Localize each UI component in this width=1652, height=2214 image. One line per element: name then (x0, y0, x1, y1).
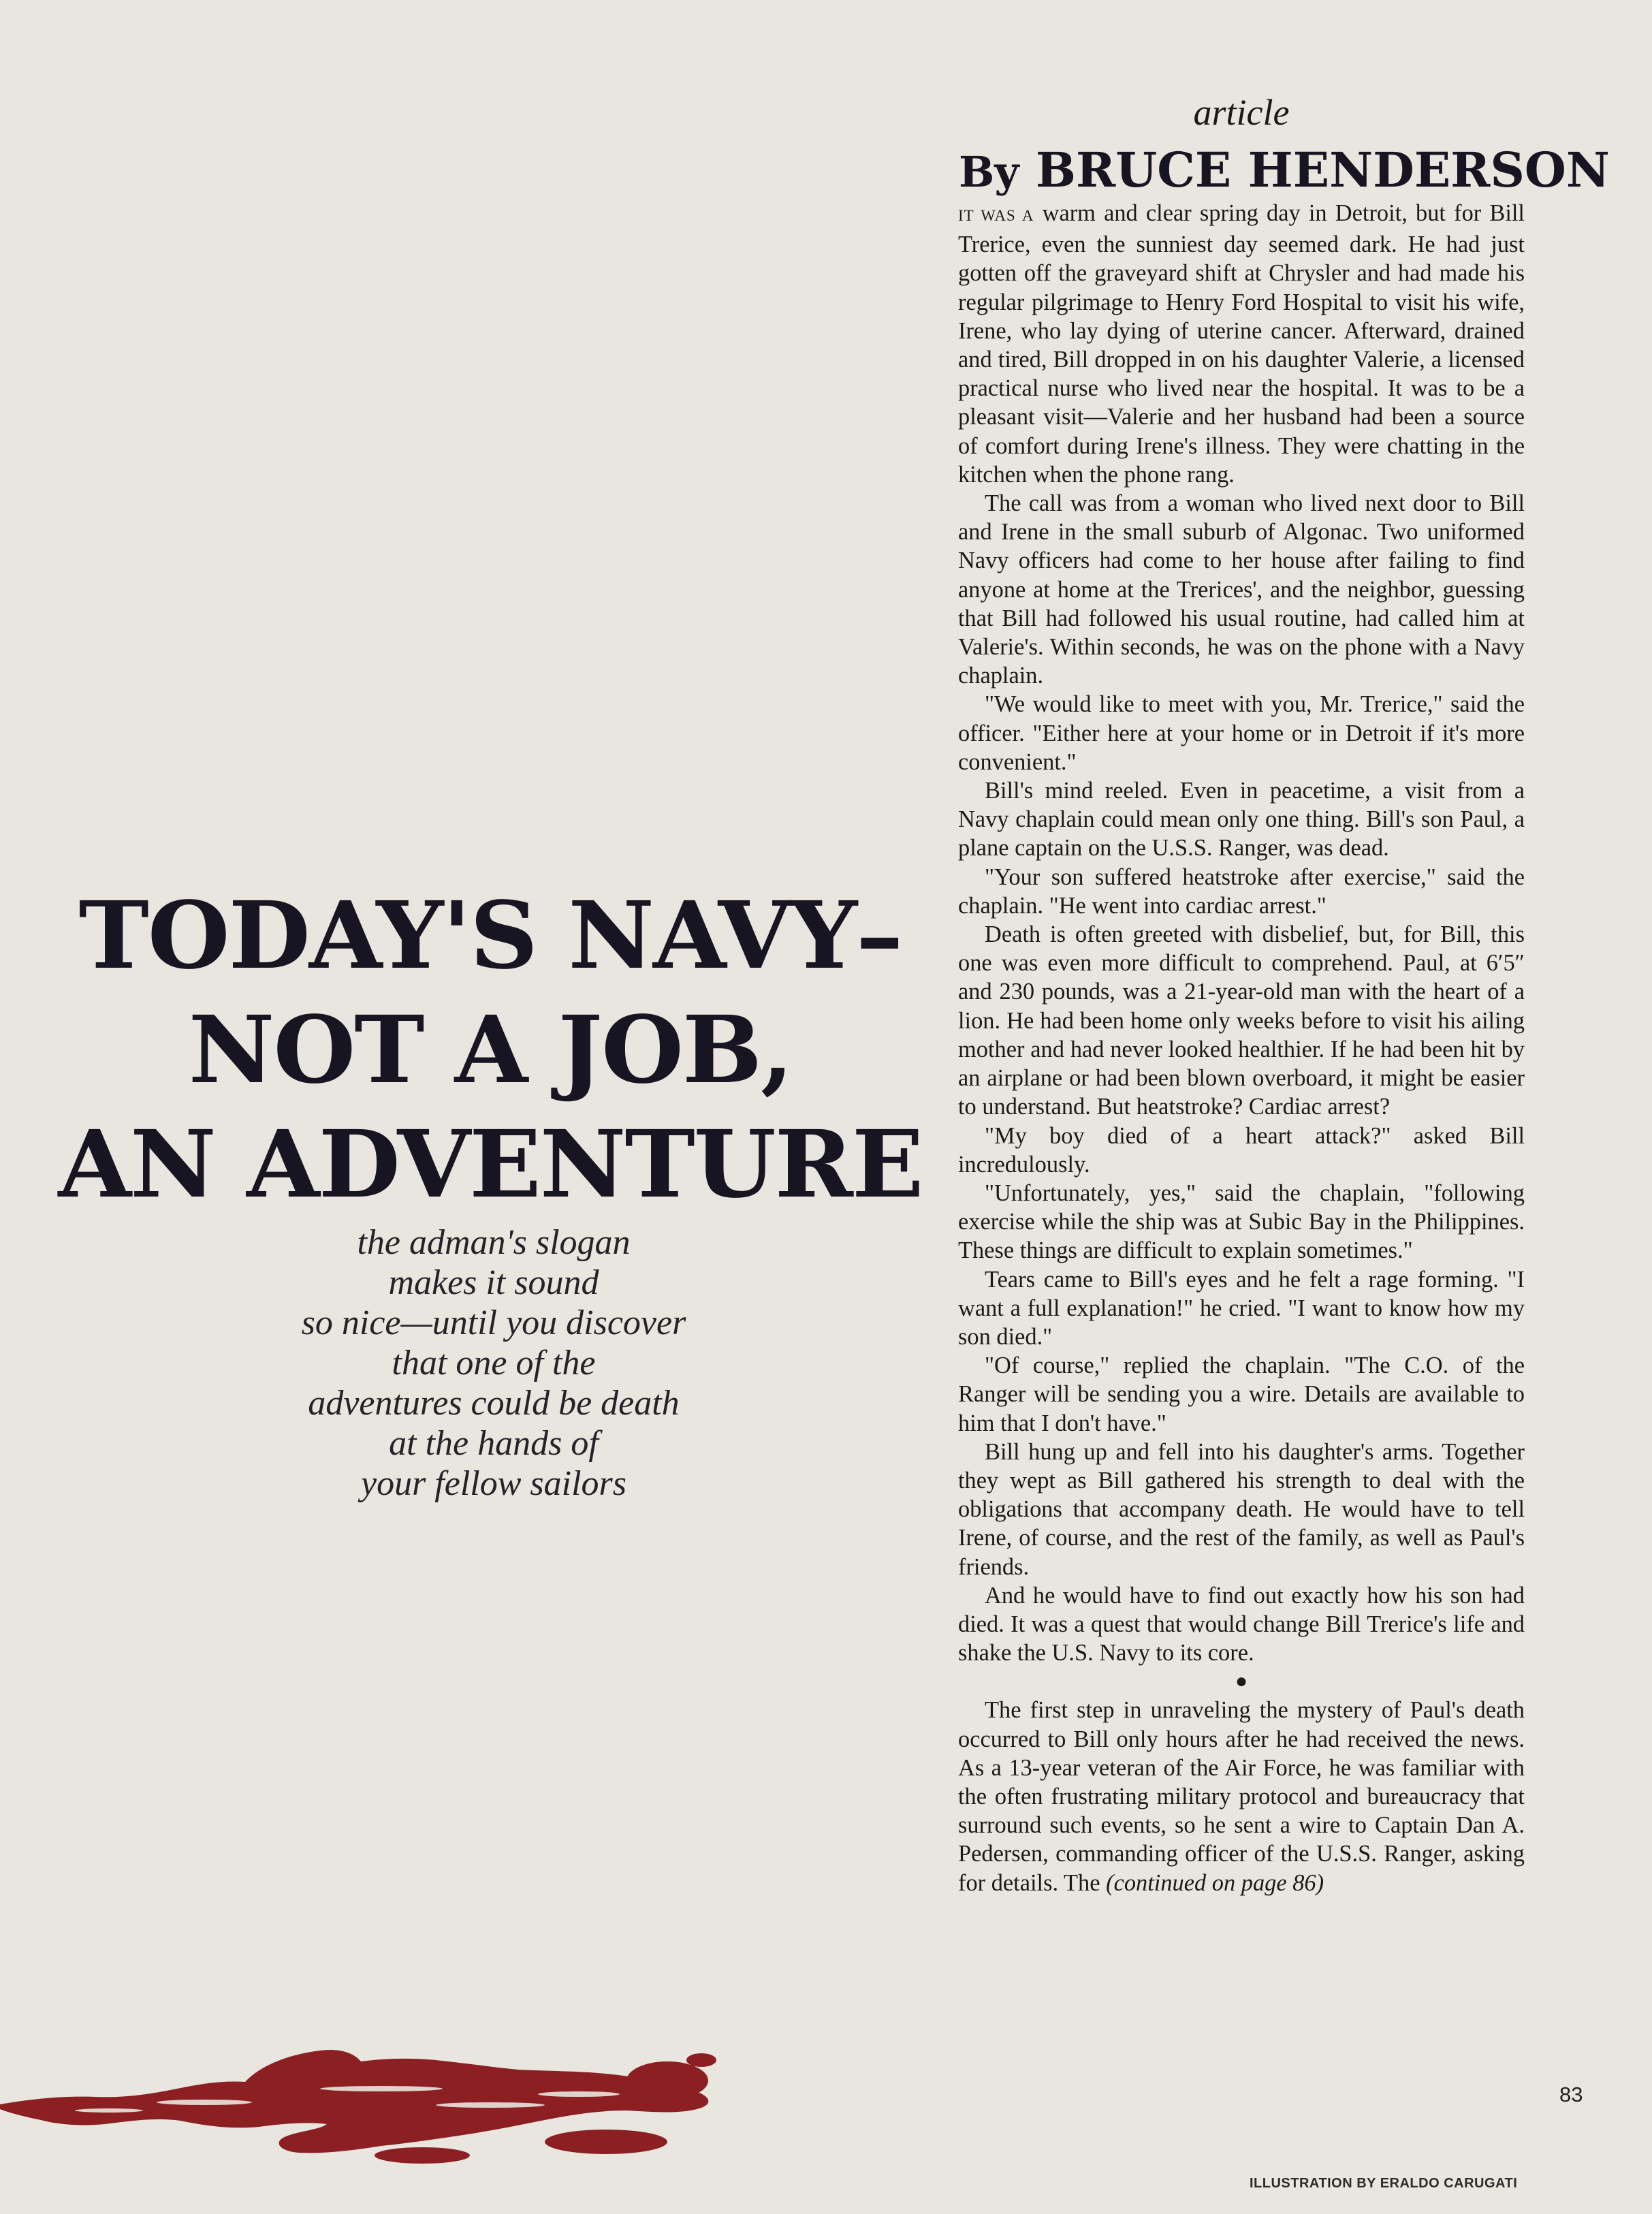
deck-line: your fellow sailors (360, 1464, 627, 1503)
article-paragraph: And he would have to find out exactly how his son had died. It was a quest that would change Bill Trerice's life and shake the U.S. Navy to its core. (958, 1582, 1525, 1666)
article-paragraph: Bill's mind reeled. Even in peacetime, a visit from a Navy chaplain could mean only one thing. Bill's son Paul, a plane captain on the U.S.S. Ranger, was dead. (958, 778, 1525, 861)
headline-line: NOT A JOB, (188, 996, 793, 1105)
article-paragraph (958, 1696, 1525, 1897)
deck-line: that one of the (392, 1344, 596, 1382)
paragraph-text: warm and clear spring day in Detroit, but for Bill Trerice, even the sunniest day seemed dark. He had just gotten off the graveyard shift at Chrysler and had made his regular pilgrimage to Henry Ford Hospital to visit his wife, Irene, who lay dying of uterine cancer. Afterward, drained and tired, Bill dropped in on his daughter Valerie, a licensed practical nurse who lived near the hospital. It was to be a pleasant visit—Valerie and her husband had been a source of comfort during Irene's illness. They were chatting in the kitchen when the phone rang. (958, 200, 1525, 488)
deck-line: adventures could be death (308, 1384, 680, 1423)
article-paragraph: "We would like to meet with you, Mr. Trerice," said the officer. "Either here at your home or in Detroit if it's more convenient." (958, 691, 1525, 775)
headline-line: AN ADVENTURE (58, 1110, 923, 1219)
article-paragraph (958, 199, 1525, 489)
section-break-bullet: ● (1235, 1670, 1248, 1693)
article-paragraph: Tears came to Bill's eyes and he felt a rage forming. "I want a full explanation!" he cried. "I want to know how my son died." (958, 1266, 1525, 1350)
article-body (958, 199, 1525, 1897)
blood-silhouette-icon (0, 2040, 722, 2169)
deck-line: so nice—until you discover (301, 1303, 686, 1342)
byline-prefix: By (959, 147, 1019, 197)
headline-line: TODAY'S NAVY– (78, 881, 902, 990)
illustration-credit: ILLUSTRATION BY ERALDO CARUGATI (1250, 2176, 1518, 2191)
page-number: 83 (1559, 2083, 1583, 2106)
headline (32, 879, 949, 1222)
article-paragraph: "My boy died of a heart attack?" asked Bill incredulously. (958, 1122, 1525, 1177)
article-paragraph: "Unfortunately, yes," said the chaplain, "following exercise while the ship was at Subic Bay in the Philippines. These things are difficult to explain sometimes." (958, 1180, 1525, 1264)
deck-line: the adman's slogan (357, 1223, 631, 1262)
deck-line: makes it sound (388, 1263, 599, 1302)
paragraph-text: The first step in unraveling the mystery of Paul's death occurred to Bill only hours after he had received the news. As a 13-year veteran of the Air Force, he was familiar with the often frustrating military protocol and bureaucracy that surround such events, so he sent a wire to Captain Dan A. Pedersen, commanding officer of the U.S.S. Ranger, asking for details. The (958, 1697, 1525, 1896)
article-paragraph: The call was from a woman who lived next door to Bill and Irene in the small suburb of Algonac. Two uniformed Navy officers had come to her house after failing to find anyone at home at the Trerices', and the neighbor, guessing that Bill had followed his usual routine, had called him at Valerie's. Within seconds, he was on the phone with a Navy chaplain. (958, 490, 1525, 689)
article-paragraph: "Your son suffered heatstroke after exercise," said the chaplain. "He went into cardiac arrest." (958, 864, 1525, 919)
article-paragraph: "Of course," replied the chaplain. "The C.O. of the Ranger will be sending you a wire. Details are available to him that I don't have." (958, 1353, 1525, 1436)
deck-subheadline (197, 1222, 790, 1504)
deck-line: at the hands of (389, 1424, 599, 1463)
byline-author: BRUCE HENDERSON (1035, 142, 1610, 198)
article-paragraph: Bill hung up and fell into his daughter's arms. Together they wept as Bill gathered his strength to deal with the obligations that accompany death. He would have to tell Irene, of course, and the rest of the family, as well as Paul's friends. (958, 1438, 1525, 1580)
article-paragraph: Death is often greeted with disbelief, but, for Bill, this one was even more difficult to comprehend. Paul, at 6′5″ and 230 pounds, was a 21-year-old man with the heart of a lion. He had been home only weeks before to visit his ailing mother and had never looked healthier. If he had been hit by an airplane or had been blown overboard, it might be easier to understand. But heatstroke? Cardiac arrest? (958, 921, 1525, 1120)
lead-in: IT WAS A (958, 207, 1034, 224)
byline (959, 140, 1610, 203)
continued-notice: (continued on page 86) (1106, 1869, 1324, 1896)
section-label: article (1193, 92, 1290, 133)
